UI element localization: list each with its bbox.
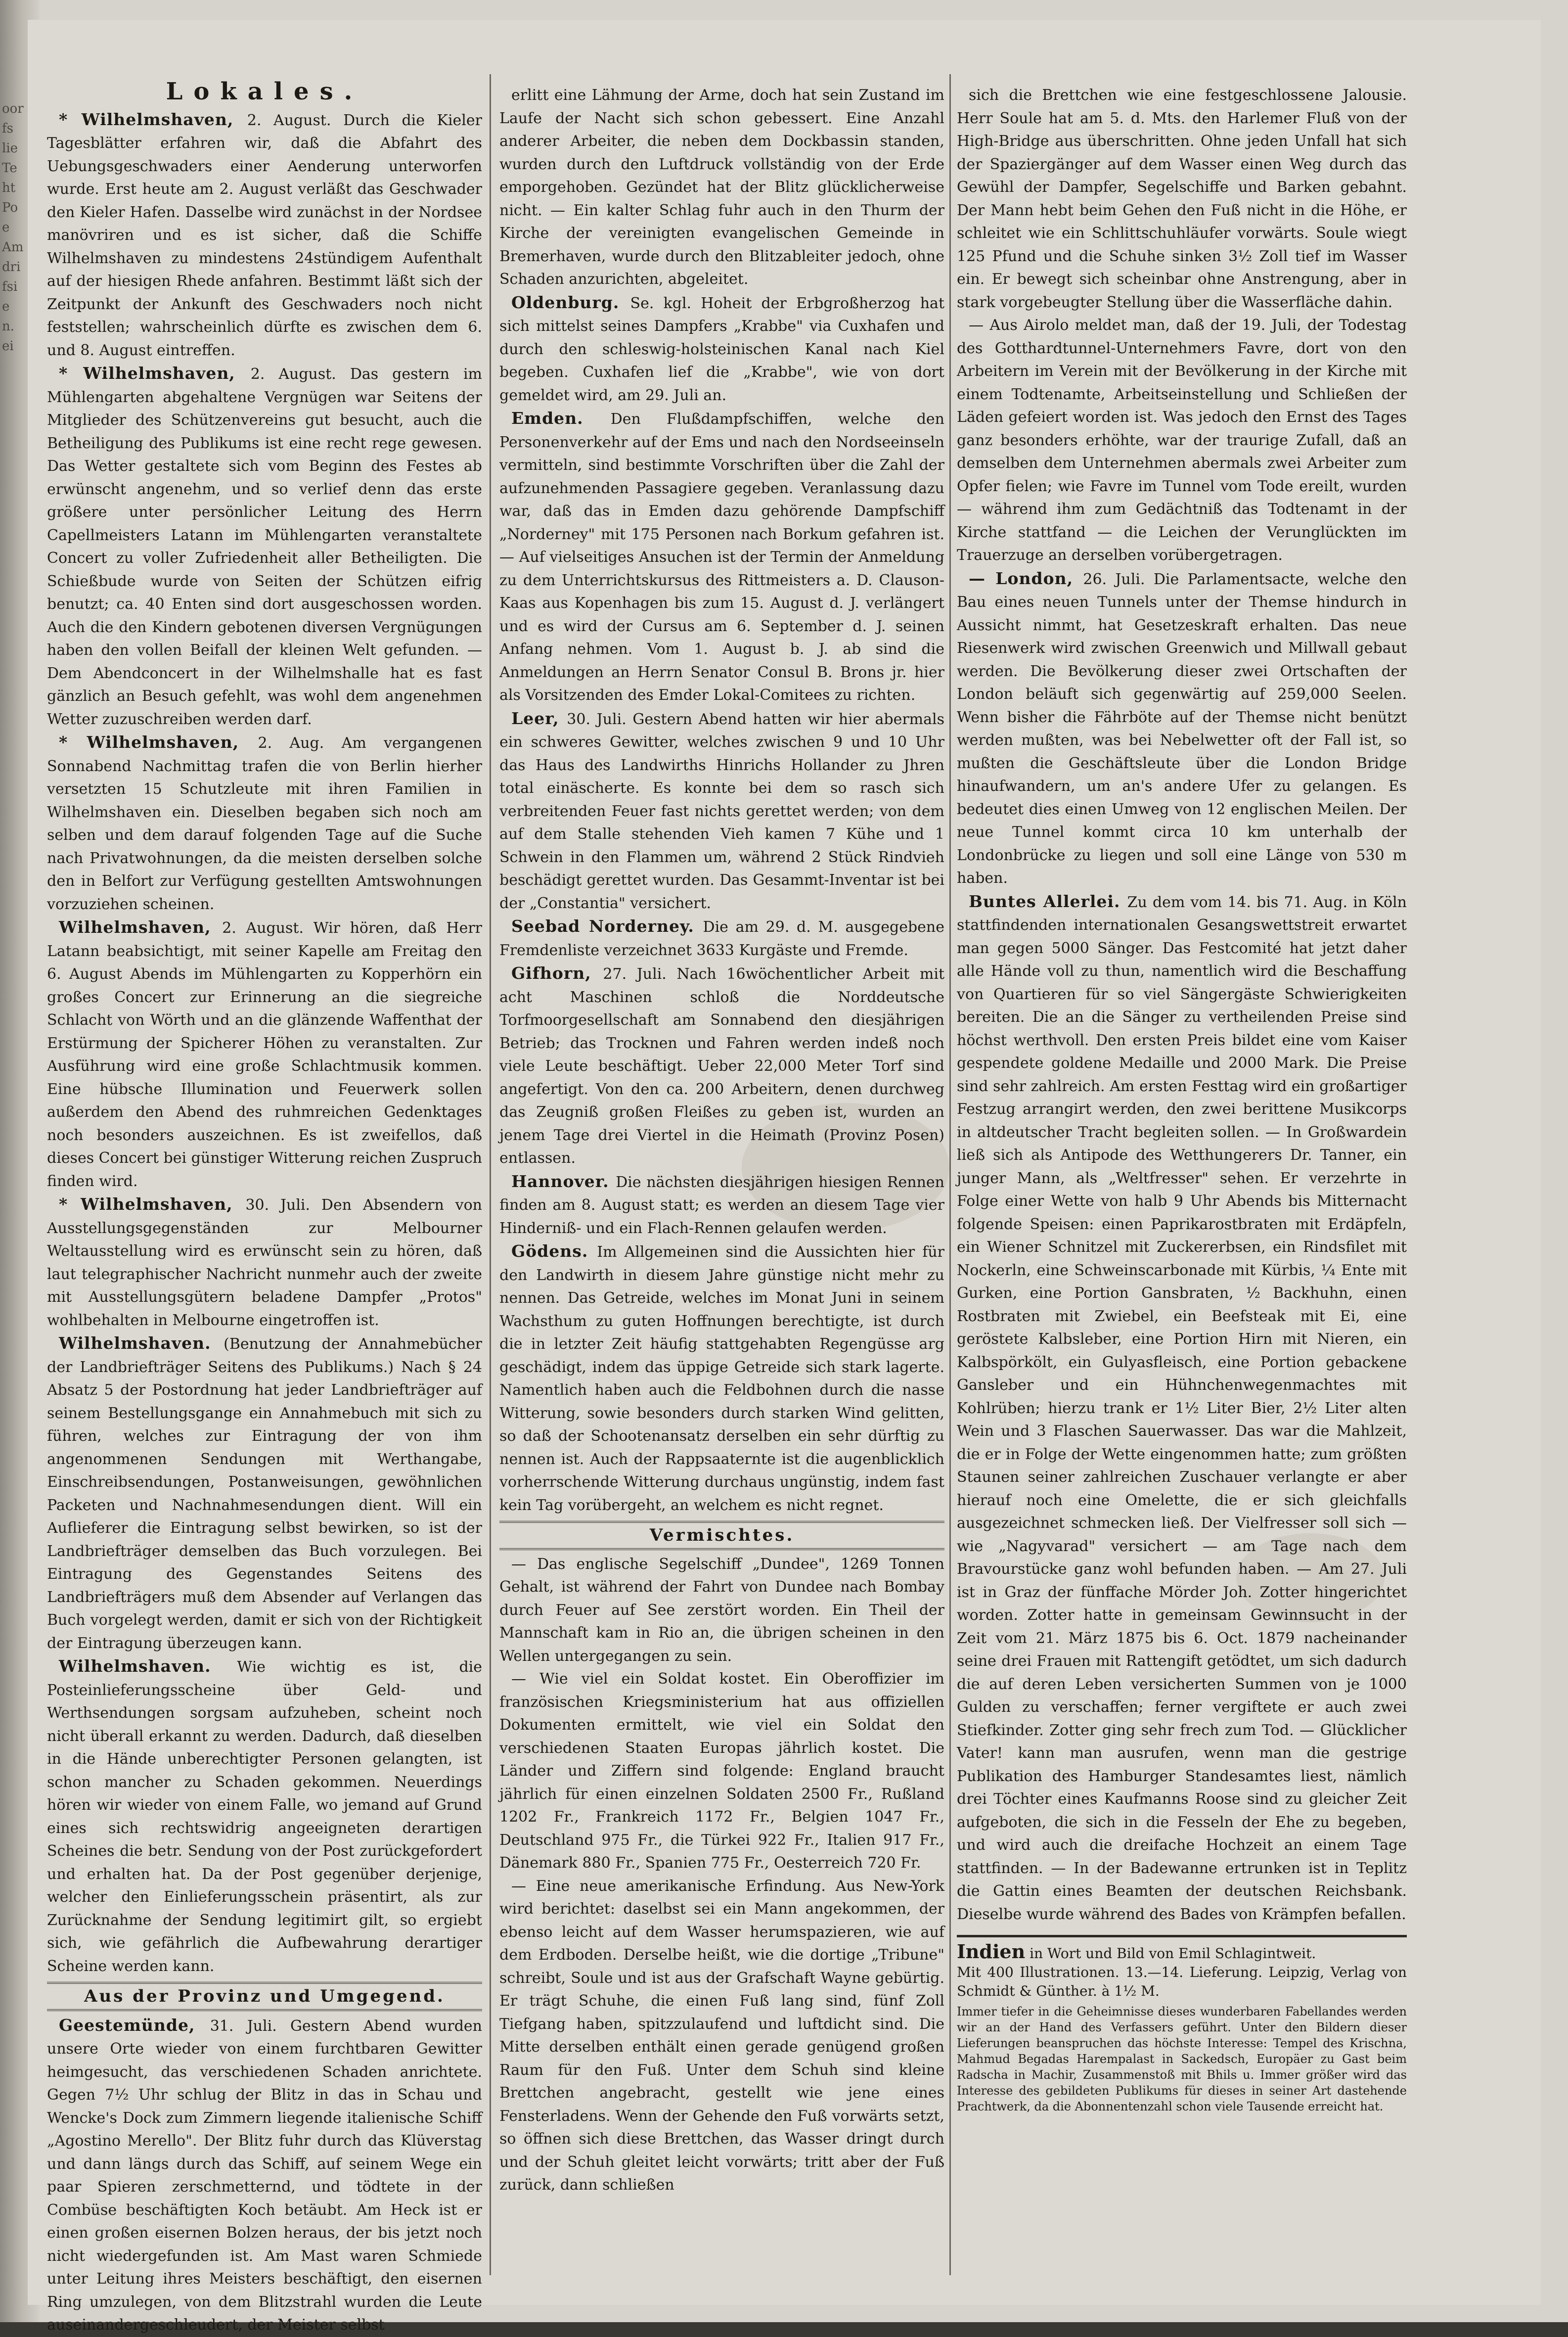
news-item-text: Im Allgemeinen sind die Aussichten hier für den Landwirth in diesem Jahre günstige nicht mehr zu nennen. Das Getreide, welches im Monat Juni in seinem Wachsthum zu guten Hoffnungen berechtigte, ist durch die in letzter Zeit häufig stattgehabten Regengüsse arg geschädigt, indem das üppige Getreide sich stark lagerte. Namentlich haben auch die Feldbohnen durch die nasse Witterung, sowie besonders durch starken Wind gelitten, so daß der Schootenansatz derselben ein sehr dürftig zu nennen ist. Auch der Rappsaaternte ist die augenblicklich vorherrschende Witterung durchaus ungünstig, indem fast kein Tag vorübergeht, an welchem es nicht regnet. [499, 1243, 945, 1514]
column-1 [47, 78, 483, 2334]
news-item [499, 1240, 944, 1517]
section-title-lokales: Lokales. [166, 78, 363, 105]
news-item-lead: * Wilhelmshaven, [59, 733, 258, 752]
margin-fragment: Te [2, 161, 17, 176]
news-item-lead: Hannover. [511, 1171, 616, 1191]
news-item-text: 2. Aug. Am vergangenen Sonnabend Nachmittag trafen die von Berlin hierher versetzten 15 Schutzleute mit ihren Familien in Wilhelmshaven ein. Dieselben begaben sich noch am selben und dem darauf folgenden Tage auf die Suche nach Privatwohnungen, da die meisten derselben solche den in Belfort zur Verfügung gestellten Amtswohnungen vorzuziehen scheinen. [47, 734, 482, 913]
margin-fragment: ht [2, 181, 16, 195]
margin-fragments [2, 99, 32, 356]
news-item [499, 1553, 944, 1668]
news-item [499, 915, 944, 962]
news-item-lead: Buntes Allerlei. [969, 891, 1127, 911]
regional-news-items [499, 84, 944, 1517]
news-item-text: Den Flußdampfschiffen, welche den Personenverkehr auf der Ems und nach den Nordseeinseln vermitteln, sind bestimmte Vorschriften über die Zahl der aufzunehmenden Passagiere gegeben. Veranlassung dazu war, daß das in Emden dazu gehörende Dampfschiff „Norderney" mit 175 Personen nach Borkum gefahren ist. — Auf vielseitiges Ansuchen ist der Termin der Anmeldung zu dem Unterrichtskursus des Rittmeisters a. D. Clauson-Kaas aus Kopenhagen bis zum 15. August d. J. verlängert und es wird der Cursus am 6. September d. J. seinen Anfang nehmen. Vom 1. August b. J. ab sind die Anmeldungen an Herrn Senator Consul B. Brons jr. hier als Vorsitzenden des Emder Lokal-Comitees zu richten. [499, 411, 944, 704]
news-item-lead: Geestemünde, [59, 2015, 210, 2035]
section-title-provinz: Aus der Provinz und Umgegend. [47, 1982, 482, 2011]
news-item [499, 1170, 944, 1240]
news-item-text: 27. Juli. Nach 16wöchentlicher Arbeit mit acht Maschinen schloß die Norddeutsche Torfmoorgesellschaft am Sonnabend den diesjährigen Betrieb; das Trocknen und Fahren werden indeß noch viele Leute beschäftigt. Ueber 22,000 Meter Torf sind angefertigt. Von den ca. 200 Arbeitern, denen durchweg das Zeugniß großen Fleißes zu geben ist, wurden an jenem Tage drei Viertel in die Heimath (Provinz Posen) entlassen. [499, 965, 945, 1167]
news-item [47, 108, 482, 363]
news-item [499, 962, 944, 1170]
margin-fragment: oor [2, 101, 24, 116]
book-advertisement [957, 1935, 1407, 2114]
advert-publisher-line: Mit 400 Illustrationen. 13.—14. Lieferung. Leipzig, Verlag von Schmidt & Günther. à 1½ M. [957, 1964, 1407, 1999]
margin-fragment: n. [2, 319, 15, 334]
column-rule [490, 74, 491, 2275]
news-item [957, 314, 1407, 567]
column-3 [957, 84, 1407, 2270]
news-item-lead: Gifhorn, [511, 963, 603, 983]
news-item [47, 1655, 482, 1978]
news-item-text: — Wie viel ein Soldat kostet. Ein Oberoffizier im französischen Kriegsministerium hat aus offiziellen Dokumenten ermittelt, wie viel ein Soldat den verschiedenen Staaten Europas jährlich kostet. Die Länder und Ziffern sind folgende: England braucht jährlich für einen einzelnen Soldaten 2500 Fr., Rußland 1202 Fr., Frankreich 1172 Fr., Belgien 1047 Fr., Deutschland 975 Fr., die Türkei 922 Fr., Italien 917 Fr., Dänemark 880 Fr., Spanien 775 Fr., Oesterreich 720 Fr. [499, 1670, 944, 1872]
news-item-lead: * Wilhelmshaven, [59, 1194, 246, 1214]
column-rule [949, 74, 951, 2275]
news-item [957, 84, 1407, 314]
news-item-text: (Benutzung der Annahmebücher der Landbriefträger Seitens des Publikums.) Nach § 24 Absatz 5 der Postordnung hat jeder Landbriefträger auf seinem Bestellungsgange ein Annahmebuch mit sich zu führen, welches zur Eintragung der von ihm angenommenen Sendungen mit Werthangabe, Einschreibsendungen, Postanweisungen, gewöhnlichen Packeten und Nachnahmesendungen dient. Will ein Auflieferer die Eintragung selbst bewirken, so ist der Landbriefträger demselben das Buch vorzulegen. Bei Eintragung des Gegenstandes Seitens des Landbriefträgers muß dem Absender auf Verlangen das Buch vorgelegt werden, damit er sich von der Richtigkeit der Eintragung überzeugen kann. [47, 1335, 483, 1652]
news-item-lead: * Wilhelmshaven, [59, 109, 247, 129]
margin-fragment: Po [2, 200, 18, 215]
margin-fragment: Am [2, 240, 24, 255]
news-item [47, 916, 482, 1193]
advert-title-rest: in Wort und Bild von Emil Schlagintweit. [1030, 1945, 1316, 1962]
news-item-text: 30. Juli. Gestern Abend hatten wir hier abermals ein schweres Gewitter, welches zwischen 9 und 10 Uhr das Haus des Landwirths Hinrichs Hollander zu Jhren total einäscherte. Es konnte bei dem so rasch sich verbreitenden Feuer fast nichts gerettet werden; von dem auf dem Stalle stehenden Vieh kamen 7 Kühe und 1 Schwein in den Flammen um, während 2 Stück Rindvieh beschädigt gerettet wurden. Das Gesammt-Inventar ist bei der „Constantia" versichert. [499, 710, 944, 912]
news-item-lead: Wilhelmshaven, [59, 917, 223, 937]
news-item-text: 26. Juli. Die Parlamentsacte, welche den Bau eines neuen Tunnels unter der Themse hindurch in Aussicht nimmt, hat Gesetzeskraft erhalten. Das neue Riesenwerk wird zwischen Greenwich und Millwall gebaut werden. Die Bevölkerung dieser zwei Ortschaften der London beläuft sich gegenwärtig auf 259,000 Seelen. Wenn bisher die Fährböte auf der Themse nicht benützt werden mußten, was bei Nebelwetter oft der Fall ist, so mußten die Geschäftsleute über die London Bridge hinaufwandern, um an's andere Ufer zu gelangen. Es bedeutet dies einen Umweg von 12 englischen Meilen. Der neue Tunnel kommt circa 10 km unterhalb der Londonbrücke zu liegen und soll eine Länge von 530 m haben. [957, 570, 1407, 887]
news-item-text: Zu dem vom 14. bis 71. Aug. in Köln stattfindenden internationalen Gesangswettstreit erwartet man gegen 5000 Sänger. Das Festcomité hat jetzt daher alle Hände voll zu thun, namentlich wird die Beschaffung von Quartieren für so viel Sängergäste Schwierigkeiten bereiten. Die an die Sänger zu vertheilenden Preise sind höchst werthvoll. Den ersten Preis bildet eine vom Kaiser gespendete goldene Medaille und 2000 Mark. Die Preise sind sehr zahlreich. Am ersten Festtag wird ein großartiger Festzug arrangirt werden, den zwei berittene Musikcorps in altdeutscher Tracht begleiten sollen. — In Großwardein ließ sich als Antipode des Wetthungerers Dr. Tanner, ein junger Mann, als „Weltfresser" sehen. Er verzehrte in Folge einer Wette von halb 9 Uhr Abends bis Mitternacht folgende Speisen: einen Paprikarostbraten mit Erdäpfeln, ein Wiener Schnitzel mit Zuckererbsen, ein Rindsfilet mit Nockerln, eine Schweinscarbonade mit Kürbis, ¼ Ente mit Gurken, eine Portion Gansbraten, ½ Backhuhn, einen Rostbraten mit Zwiebel, ein Beefsteak mit Ei, eine geröstete Kalbsleber, eine Portion Hirn mit Nieren, ein Kalbspörkölt, ein Gulyasfleisch, eine Portion gebackene Gansleber und ein Hühnchenwegenmachtes mit Kohlrüben; hierzu trank er 1½ Liter Bier, 2½ Liter alten Wein und 3 Flaschen Sauerwasser. Das war die Mahlzeit, die er in Folge der Wette eingenommen hatte; zum größten Staunen seiner zahlreichen Zuschauer verlangte er aber hierauf noch eine Omelette, die er sich gleichfalls ausgezeichnet schmecken ließ. Der Vielfresser soll sich — wie „Nagyvarad" versichert — am Tage nach dem Bravourstücke ganz wohl befunden haben. — Am 27. Juli ist in Graz der fünffache Mörder Joh. Zotter hingerichtet worden. Zotter hatte in gemeinsam Gewinnsucht in der Zeit vom 21. März 1875 bis 6. Oct. 1879 nacheinander seine drei Frauen mit Rattengift getödtet, um sich dadurch die auf deren Leben versicherten Summen von je 1000 Gulden zu verschaffen; ferner vergiftete er auch zwei Stiefkinder. Zotter ging sehr frech zum Tod. — Glücklicher Vater! kann man ausrufen, wenn man die gestrige Publikation des Hamburger Standesamtes liest, nämlich drei Töchter eines Kaufmanns Roose sind zu gleicher Zeit aufgeboten, die sich in die Fesseln der Ehe zu begeben, und wird auch die dreifache Hochzeit an einem Tage stattfinden. — In der Badewanne ertrunken ist in Teplitz die Gattin eines Beamten der deutschen Reichsbank. Dieselbe wurde während des Bades von Krämpfen befallen. [957, 893, 1407, 1923]
news-item-text: — Das englische Segelschiff „Dundee", 1269 Tonnen Gehalt, ist während der Fahrt von Dundee nach Bombay durch Feuer auf See zerstört worden. Ein Theil der Mannschaft kam in Rio an, die übrigen scheinen in den Wellen untergegangen zu sein. [499, 1555, 944, 1665]
news-item-text: — Aus Airolo meldet man, daß der 19. Juli, der Todestag des Gotthardtunnel-Unternehmers Favre, dort von den Arbeitern im Verein mit der Bevölkerung in der Kirche mit einem Todtenamte, Arbeitseinstellung und Schließen der Läden gefeiert worden ist. Was jedoch den Ernst des Tages ganz besonders erhöhte, war der traurige Zufall, daß an demselben dem Unternehmen abermals zwei Arbeiter zum Opfer fielen; wie Favre im Tunnel vom Tode ereilt, wurden — während ihm zum Gedächtniß das Todtenamt in der Kirche stattfand — die Leichen der Verunglückten im Trauerzuge an derselben vorübergetragen. [957, 317, 1407, 564]
news-item-text: 2. August. Durch die Kieler Tagesblätter erfahren wir, daß die Abfahrt des Uebungsgeschwaders einer Aenderung unterworfen wurde. Erst heute am 2. August verläßt das Geschwader den Kieler Hafen. Dasselbe wird zunächst in der Nordsee manövriren und es ist sicher, daß die Schiffe Wilhelmshaven zu mindestens 24stündigem Aufenthalt auf der hiesigen Rhede anfahren. Bestimmt läßt sich der Zeitpunkt der Ankunft des Geschwaders noch nicht feststellen; wahrscheinlich dürfte es zwischen dem 6. und 8. August eintreffen. [47, 111, 482, 359]
news-item-lead: Gödens. [511, 1241, 597, 1261]
news-item-lead: Wilhelmshaven. [59, 1333, 224, 1353]
news-item-text: 30. Juli. Den Absendern von Ausstellungsgegenständen zur Melbourner Weltausstellung wird es erwünscht sein zu hören, daß laut telegraphischer Nachricht nunmehr auch der zweite mit Ausstellungsgütern beladene Dampfer „Protos" wohlbehalten in Melbourne eingetroffen ist. [47, 1196, 482, 1329]
news-item [957, 890, 1407, 1926]
margin-fragment: fsi [2, 279, 18, 294]
advert-description: Immer tiefer in die Geheimnisse dieses wunderbaren Fabellandes werden wir an der Hand des Verfassers geführt. Unter den Bildern dieser Lieferungen beanspruchen das höchste Interesse: Tempel des Krischna, Mahmud Begadas Harempalast in Sackedsch, Europäer zu Gast beim Radscha in Machir, Zusammenstoß mit Bhils u. Immer größer wird das Interesse des gebildeten Publikums für dieses in seiner Art dastehende Prachtwerk, da die Abonnentenzahl schon viele Tausende erreicht hat. [957, 2005, 1407, 2113]
advert-title: Indien [957, 1940, 1026, 1963]
news-item-lead: * Wilhelmshaven, [59, 364, 251, 383]
foreign-news-items [957, 84, 1407, 1926]
miscellaneous-items [499, 1553, 944, 2197]
news-item [47, 362, 482, 731]
news-item-text: 2. August. Das gestern im Mühlengarten abgehaltene Vergnügen war Seitens der Mitglieder des Schützenvereins gut besucht, auch die Betheiligung des Publikums ist eine recht rege gewesen. Das Wetter gestaltete sich vom Beginn des Festes ab erwünscht angenehm, und so verlief denn das erste größere unter persönlicher Leitung des Herrn Capellmeisters Latann im Mühlengarten veranstaltete Concert zu voller Zufriedenheit aller Betheiligten. Die Schießbude wurde von Seiten der Schützen eifrig benutzt; ca. 40 Enten sind dort ausgeschossen worden. Auch die den Kindern gebotenen diversen Vergnügungen haben den vollen Beifall der kleinen Welt gefunden. — Dem Abendconcert in der Wilhelmshalle hat es fast gänzlich an Besuch gefehlt, was wohl dem angenehmen Wetter zuzuschreiben werden darf. [47, 366, 482, 728]
news-item-text: Die nächsten diesjährigen hiesigen Rennen finden am 8. August statt; es werden an diesem Tage vier Hinderniß- und ein Flach-Rennen gelaufen werden. [499, 1173, 944, 1237]
news-item [47, 1332, 482, 1655]
news-item [47, 2014, 482, 2337]
news-item-text: 31. Juli. Gestern Abend wurden unsere Orte wieder von einem furchtbaren Gewitter heimgesucht, das verschiedenen Schaden anrichtete. Gegen 7½ Uhr schlug der Blitz in das in Schau und Wencke's Dock zum Zimmern liegende italienische Schiff „Agostino Merello". Der Blitz fuhr durch das Klüverstag und dann längs durch das Schiff, auf seinem Wege ein paar Spieren zerschmetternd, und tödtete in der Combüse beschäftigten Koch betäubt. Am Heck ist er einen großen eisernen Bolzen heraus, der bis jetzt noch nicht wiedergefunden ist. Am Mast waren Schmiede unter Leitung ihres Meisters beschäftigt, den eisernen Ring umzulegen, von dem Blitzstrahl wurden die Leute auseinandergeschleudert, der Meister selbst [47, 2017, 482, 2334]
news-item-lead: Leer, [511, 708, 567, 728]
section-title-vermischtes: Vermischtes. [499, 1521, 944, 1550]
news-item [499, 407, 944, 707]
news-item-lead: — London, [969, 568, 1083, 588]
province-news-items [47, 2014, 482, 2337]
news-item-lead: Seebad Norderney. [511, 916, 703, 936]
news-item [499, 291, 944, 408]
news-item-lead: Wilhelmshaven. [59, 1656, 237, 1676]
news-item-text: Wie wichtig es ist, die Posteinlieferungsscheine über Geld- und Werthsendungen sorgsam aufzuheben, scheint noch nicht überall erkannt zu werden. Dadurch, daß dieselben in die Hände unberechtigter Personen gelangten, ist schon mancher zu Schaden gekommen. Neuerdings hören wir wieder von einem Falle, wo jemand auf Grund eines sich rechtswidrig angeeigneten derartigen Scheines die betr. Sendung von der Post zurückgefordert und erhalten hat. Da der Post gegenüber derjenige, welcher den Einlieferungsschein präsentirt, als zur Zurücknahme der Sendung legitimirt gilt, so ergiebt sich, wie gefährlich die Aufbewahrung derartiger Scheine werden kann. [47, 1658, 482, 1975]
margin-fragment: e [2, 220, 10, 235]
news-item [957, 567, 1407, 890]
margin-fragment: dri [2, 260, 21, 275]
news-item [499, 707, 944, 916]
news-item-text: erlitt eine Lähmung der Arme, doch hat sein Zustand im Laufe der Nacht sich schon gebessert. Eine Anzahl anderer Arbeiter, die neben dem Dockbassin standen, wurden durch den Luftdruck vollständig von der Erde emporgehoben. Gezündet hat der Blitz glücklicherweise nicht. — Ein kalter Schlag fuhr auch in den Thurm der Kirche der vereinigten evangelischen Gemeinde in Bremerhaven, wurde durch den Blitzableiter jedoch, ohne Schaden anzurichten, abgeleitet. [499, 87, 944, 288]
news-item [499, 84, 944, 291]
news-item-lead: Emden. [511, 409, 611, 428]
news-item [499, 1875, 944, 2197]
news-item-text: — Eine neue amerikanische Erfindung. Aus New-York wird berichtet: daselbst sei ein Mann angekommen, der ebenso leicht auf dem Wasser herumspazieren, wie auf dem Erdboden. Derselbe heißt, wie die dortige „Tribune" schreibt, Soule und ist aus der Grafschaft Wayne gebürtig. Er trägt Schuhe, die einen Fuß lang sind, fünf Zoll Tiefgang haben, spitzzulaufend und luftdicht sind. Die Mitte derselben enthält einen gerade genügend großen Raum für den Fuß. Unter dem Schuh sind kleine Brettchen angebracht, gestellt wie jene eines Fensterladens. Wenn der Gehende den Fuß vorwärts setzt, so öffnen sich diese Brettchen, das Wasser dringt durch und der Schuh gleitet leicht vorwärts; tritt aber der Fuß zurück, dann schließen [499, 1877, 944, 2194]
margin-fragment: e [2, 299, 10, 314]
news-item-text: Se. kgl. Hoheit der Erbgroßherzog hat sich mittelst seines Dampfers „Krabbe" via Cuxhafen und durch den schleswig-holsteinischen Kanal nach Kiel begeben. Cuxhafen lief die „Krabbe", wie von dort gemeldet wird, am 29. Juli an. [499, 294, 945, 404]
margin-fragment: lie [2, 141, 18, 156]
news-item [499, 1668, 944, 1875]
news-item [47, 731, 482, 916]
local-news-items [47, 108, 482, 1978]
margin-fragment: fs [2, 121, 13, 136]
news-item-text: Die am 29. d. M. ausgegebene Fremdenliste verzeichnet 3633 Kurgäste und Fremde. [499, 918, 944, 959]
column-2 [499, 84, 944, 2270]
news-item-lead: Oldenburg. [511, 292, 630, 312]
news-item-text: sich die Brettchen wie eine festgeschlossene Jalousie. Herr Soule hat am 5. d. Mts. den Harlemer Fluß von der High-Bridge aus überschritten. Ohne jeden Unfall hat sich der Spaziergänger auf dem Wasser einen Weg durch das Gewühl der Dampfer, Segelschiffe und Barken gebahnt. Der Mann hebt beim Gehen den Fuß nicht in die Höhe, er schleitet wie ein Schlittschuhläufer vorwärts. Soule wiegt 125 Pfund und die Schuhe sinken 3½ Zoll tief im Wasser ein. Er bewegt sich scheinbar ohne Anstrengung, aber in stark vorgebeugter Stellung über die Wasserfläche dahin. [957, 87, 1407, 311]
news-item-text: 2. August. Wir hören, daß Herr Latann beabsichtigt, mit seiner Kapelle am Freitag den 6. August Abends im Mühlengarten zu Kopperhörn ein großes Concert zur Erinnerung an die siegreiche Schlacht von Wörth und an die glänzende Waffenthat der Erstürmung der Spicherer Höhen zu veranstalten. Zur Ausführung wird eine große Schlachtmusik kommen. Eine hübsche Illumination und Feuerwerk sollen außerdem den Abend des ruhmreichen Gedenktages noch besonders auszeichnen. Es ist zweifellos, daß dieses Concert bei günstiger Witterung reichen Zuspruch finden wird. [47, 919, 483, 1190]
margin-fragment: ei [2, 339, 14, 354]
news-item [47, 1193, 482, 1332]
